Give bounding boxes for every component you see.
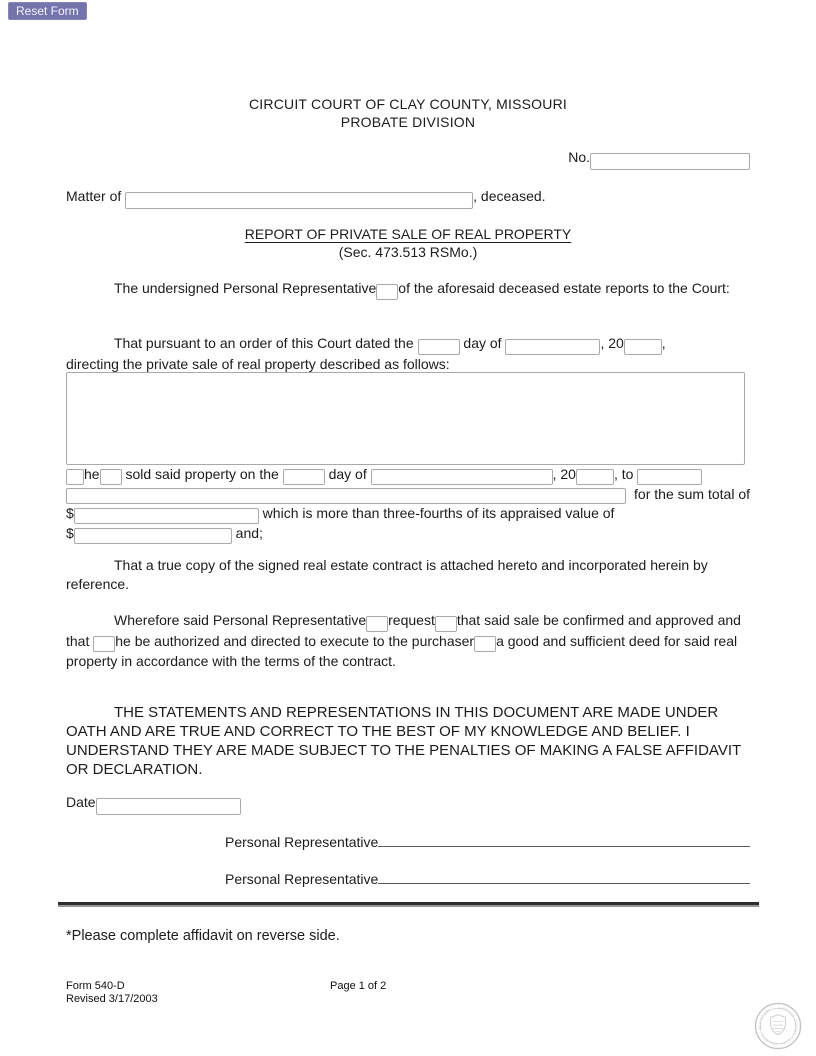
date-row [66,794,750,815]
rep-plural-box-1[interactable] [376,284,398,300]
court-name: CIRCUIT COURT OF CLAY COUNTY, MISSOURI [249,96,567,112]
oath-paragraph [66,703,750,779]
reverse-side-note [66,928,750,944]
sale-he: he [84,466,100,482]
order-day-input[interactable] [418,339,460,355]
purchaser-input[interactable] [637,469,702,485]
form-title-statute: (Sec. 473.513 RSMo.) [338,244,478,260]
purchaser-continued-input[interactable] [66,488,626,504]
wherefore-seg4: he be authorized and directed to execute to the purchaser [115,632,475,649]
reset-form-button[interactable]: Reset Form [8,2,87,20]
true-copy-paragraph [66,556,750,594]
signature-line-1 [378,831,750,847]
order-line2: directing the private sale of real property described as follows: [66,355,450,372]
date-input[interactable] [96,798,241,815]
date-label: Date [66,794,96,810]
sale-seg2: day of [324,466,371,482]
revised-date: Revised 3/17/2003 [66,993,158,1005]
order-month-input[interactable] [505,339,600,355]
oath-text: THE STATEMENTS AND REPRESENTATIONS IN THIS DOCUMENT ARE MADE UNDER OATH AND ARE TRUE AND CORRECT TO THE BEST OF MY KNOWLEDGE AND BELIEF. I UNDERSTAND THEY ARE MADE SUBJECT TO THE PENALTIES OF MAKING A FALSE AFFIDAVIT OR DECLARATION. [66,704,741,778]
sale-line-3 [66,504,750,524]
court-header [66,95,750,131]
intro-seg1: The undersigned Personal Representative [114,280,377,296]
page-number: Page 1 of 2 [330,980,387,992]
sale-line-2 [66,485,750,504]
order-seg4: , [661,335,666,351]
sale-line-4 [66,524,750,544]
signature-label-1: Personal Representative [225,834,379,850]
matter-suffix: , deceased. [473,188,546,204]
signature-row-2 [66,868,750,887]
appraised-text: which is more than three-fourths of its appraised value of [258,504,615,521]
sale-amount-input[interactable] [74,508,259,524]
intro-paragraph [66,279,750,300]
reverse-side-note-text: *Please complete affidavit on reverse side. [66,928,340,944]
case-number-label: No. [568,149,590,165]
dollar-sign-1: $ [66,504,74,521]
case-number-row [66,149,750,170]
decedent-name-input[interactable] [125,192,473,209]
signature-label-2: Personal Representative [225,871,379,887]
form-title-main: REPORT OF PRIVATE SALE OF REAL PROPERTY [244,226,572,242]
division-name: PROBATE DIVISION [340,114,476,130]
order-seg2: day of [459,335,506,351]
and-text: and; [231,525,263,541]
case-number-input[interactable] [590,153,750,170]
order-seg1: That pursuant to an order of this Court dated the [114,335,418,351]
order-seg3: , 20 [600,335,624,351]
svg-text:CIRCUIT COURT · CLAY COUNTY ·: CIRCUIT COURT · CLAY COUNTY · MISSOURI · [758,1006,798,1046]
wherefore-seg3: that said sale be confirmed and approved and that [66,612,741,649]
wherefore-paragraph [66,611,750,671]
sale-seg1: sold said property on the [121,466,283,482]
sale-lines [66,465,750,544]
wherefore-seg5: a good and sufficient deed for said real property in accordance with the terms of the contract. [66,632,738,669]
sale-month-input[interactable] [371,469,553,485]
sale-year-input[interactable] [576,469,614,485]
section-divider [58,902,759,907]
true-copy-text: That a true copy of the signed real estate contract is attached hereto and incorporated herein by reference. [66,557,708,592]
rep-plural-box-2[interactable] [366,616,388,632]
pronoun-box-3[interactable] [93,636,115,652]
pronoun-box-1[interactable] [66,469,84,485]
matter-row [66,188,750,209]
form-title [66,225,750,261]
form-number: Form 540-D [66,980,125,992]
wherefore-seg1: Wherefore said Personal Representative [114,612,367,628]
dollar-sign-2: $ [66,525,74,541]
purchaser-plural-box[interactable] [474,636,496,652]
wherefore-seg2: request [388,612,435,628]
sale-seg4: , to [613,466,638,482]
signature-row-1 [66,831,750,850]
sale-seg3: , 20 [552,466,576,482]
footer [66,980,750,1006]
appraised-value-input[interactable] [74,528,232,544]
sum-suffix: for the sum total of [634,486,750,503]
property-description-textarea[interactable] [66,372,745,465]
intro-seg2: of the aforesaid deceased estate reports to the Court: [398,280,730,296]
pronoun-box-2[interactable] [100,469,122,485]
matter-prefix: Matter of [66,188,126,204]
request-plural-box[interactable] [435,616,457,632]
sale-line-1 [66,465,750,485]
signature-line-2 [378,868,750,884]
order-paragraph [66,334,750,374]
court-seal-icon [752,1000,804,1052]
sale-day-input[interactable] [283,469,325,485]
order-year-input[interactable] [624,339,662,355]
